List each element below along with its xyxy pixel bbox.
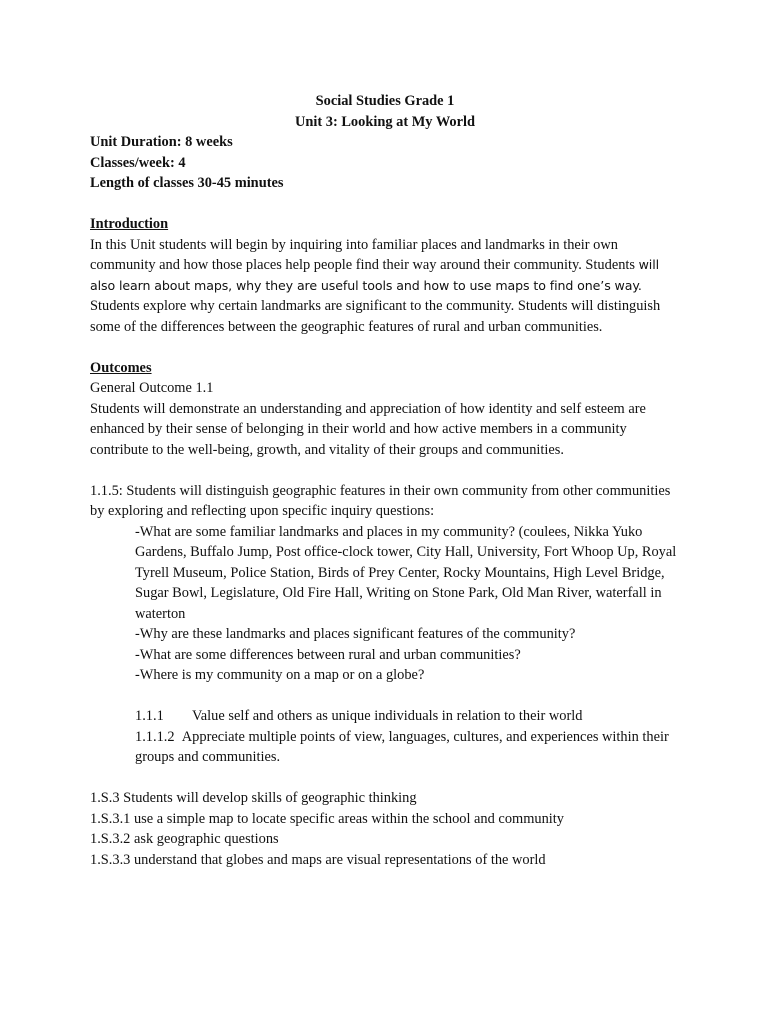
inquiry-question: -What are some differences between rural and urban communities? bbox=[135, 646, 521, 663]
value-outcome-number: 1.1.1.2 bbox=[135, 728, 175, 745]
value-outcome bbox=[135, 727, 680, 768]
unit-title: Unit 3: Looking at My World bbox=[294, 113, 476, 130]
outcomes-heading: Outcomes bbox=[90, 359, 152, 376]
value-outcome-text: Appreciate multiple points of view, languages, cultures, and experiences within their groups and communities. bbox=[135, 728, 669, 765]
outcome-1-1-5: 1.1.5: Students will distinguish geographic features in their own community from other communities by exploring and reflecting upon specific inquiry questions: bbox=[90, 482, 671, 519]
spacer bbox=[90, 194, 680, 215]
document-content bbox=[90, 91, 680, 870]
inquiry-questions bbox=[90, 522, 680, 686]
introduction-text-handwritten-font: will also learn about maps, why they are useful tools and how to use maps to find one’s way. bbox=[90, 257, 659, 293]
inquiry-question: -What are some familiar landmarks and places in my community? (coulees, Nikka Yuko Gardens, Buffalo Jump, Post office-clock tower, City Hall, University, Fort Whoop Up, Royal Tyrell Museum, Police Station, Birds of Prey Center, Rocky Mountains, High Level Bridge, Sugar Bowl, Legislature, Old Fire Hall, Writing on Stone Park, Old Man River, waterfall in waterton bbox=[135, 523, 677, 622]
inquiry-question: -Why are these landmarks and places significant features of the community? bbox=[135, 626, 576, 642]
skill-outcome: 1.S.3.2 ask geographic questions bbox=[90, 831, 279, 847]
value-outcome bbox=[135, 706, 680, 727]
class-length: Length of classes 30-45 minutes bbox=[90, 175, 284, 191]
general-outcome-label: General Outcome 1.1 bbox=[90, 380, 214, 396]
introduction-heading: Introduction bbox=[90, 216, 169, 232]
value-outcome-number: 1.1.1 bbox=[135, 708, 164, 724]
skill-outcome: 1.S.3 Students will develop skills of geographic thinking bbox=[90, 790, 417, 806]
introduction-paragraph bbox=[90, 235, 680, 338]
spacer bbox=[90, 337, 680, 358]
skill-outcome: 1.S.3.3 understand that globes and maps are visual representations of the world bbox=[90, 851, 546, 868]
document-title: Social Studies Grade 1 bbox=[315, 93, 455, 109]
unit-duration: Unit Duration: 8 weeks bbox=[90, 134, 233, 150]
spacer bbox=[90, 768, 680, 789]
spacer bbox=[90, 460, 680, 481]
skill-outcome: 1.S.3.1 use a simple map to locate specific areas within the school and community bbox=[90, 810, 564, 827]
value-outcome-text: Value self and others as unique individuals in relation to their world bbox=[192, 708, 583, 724]
introduction-text-part-1: In this Unit students will begin by inquiring into familiar places and landmarks in their own community and how those places help people find their way around their community. Students bbox=[90, 236, 639, 273]
inquiry-question: -Where is my community on a map or on a globe? bbox=[135, 667, 425, 683]
spacer bbox=[90, 686, 680, 707]
introduction-text-part-2: Students explore why certain landmarks are significant to the community. Students will distinguish some of the differences between the geographic features of rural and urban communities. bbox=[90, 298, 661, 335]
general-outcome-text: Students will demonstrate an understanding and appreciation of how identity and self esteem are enhanced by their sense of belonging in their world and how active members in a community contribute to the well-being, growth, and vitality of their groups and communities. bbox=[90, 400, 646, 458]
value-outcomes bbox=[90, 706, 680, 768]
classes-per-week: Classes/week: 4 bbox=[90, 154, 186, 171]
